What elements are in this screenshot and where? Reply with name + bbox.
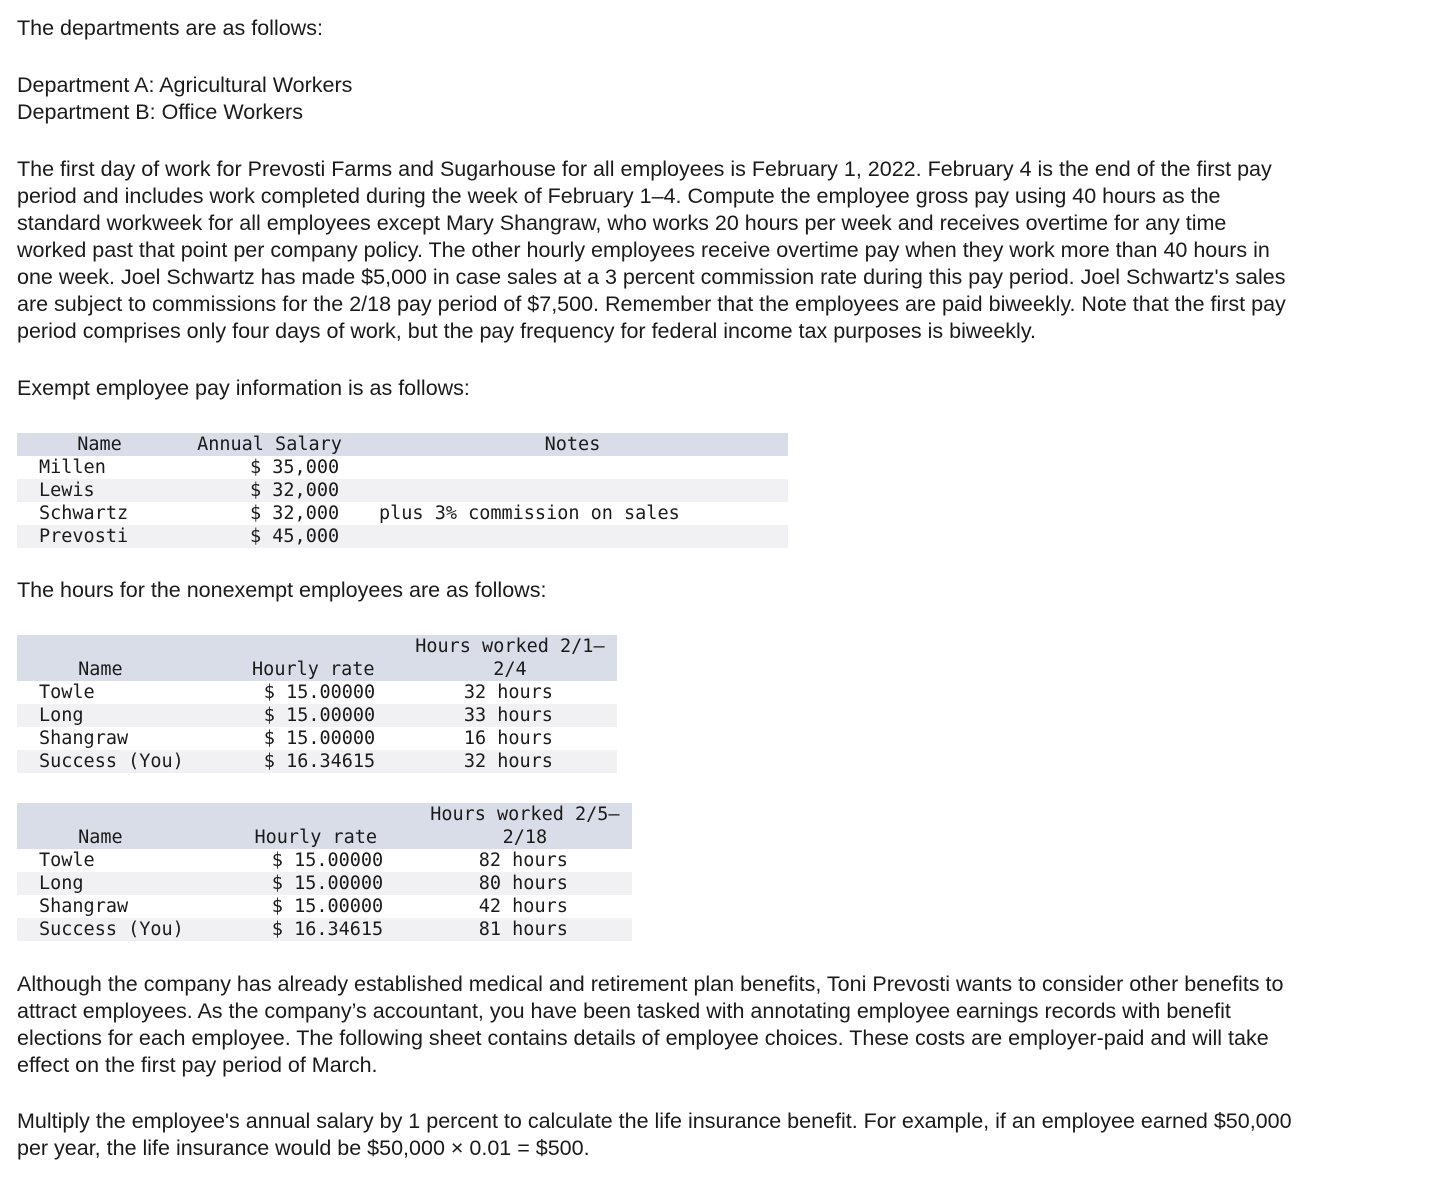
paragraph-line: standard workweek for all employees except Mary Shangraw, who works 20 hours per week and receives overtime for any time <box>17 211 1227 235</box>
hours-worked: 32 hours <box>463 682 553 703</box>
hourly-rate: $ 16.34615 <box>184 750 403 773</box>
table-row <box>17 502 788 525</box>
table-row <box>17 849 632 872</box>
paragraph-line: attract employees. As the company’s accountant, you have been tasked with annotating employee earnings records with benefit <box>17 999 1231 1023</box>
employee-name: Success (You) <box>17 750 184 773</box>
employee-name: Towle <box>39 682 95 703</box>
paragraph-line: worked past that point per company policy. The other hourly employees receive overtime pay when they work more than 40 hours in <box>17 238 1270 262</box>
exempt-table <box>17 433 788 548</box>
header-hours-worked: Hours worked 2/1– <box>403 635 617 658</box>
employee-name: Prevosti <box>17 525 182 548</box>
hours-worked: 33 hours <box>403 704 617 727</box>
exempt-heading: Exempt employee pay information is as follows: <box>17 376 470 400</box>
hours-worked: 32 hours <box>403 750 617 773</box>
hours-table-period-2 <box>17 803 632 941</box>
paragraph-line: per year, the life insurance would be $50,000 × 0.01 = $500. <box>17 1136 590 1160</box>
paragraph-line: Multiply the employee's annual salary by 1 percent to calculate the life insurance benefit. For example, if an employee earned $50,000 <box>17 1109 1292 1133</box>
hours-table-period-1 <box>17 635 617 773</box>
hourly-rate: $ 15.00000 <box>263 728 376 749</box>
table-row <box>17 750 617 773</box>
paragraph-line: period comprises only four days of work, but the pay frequency for federal income tax purposes is biweekly. <box>17 319 1036 343</box>
header-hours-dates: 2/4 <box>403 658 617 681</box>
employee-name: Millen <box>39 457 106 478</box>
pay-period-paragraph <box>17 156 1417 345</box>
table-row <box>17 918 632 941</box>
paragraph-line: effect on the first pay period of March. <box>17 1053 378 1077</box>
notes <box>357 525 788 548</box>
employee-name: Long <box>17 872 184 895</box>
nonexempt-heading: The hours for the nonexempt employees are as follows: <box>17 578 547 602</box>
table-row <box>17 704 617 727</box>
paragraph-line: period and includes work completed during the week of February 1–4. Compute the employee gross pay using 40 hours as the <box>17 184 1221 208</box>
header-hourly-rate: Hourly rate <box>184 635 403 681</box>
hours-worked: 82 hours <box>478 850 568 871</box>
hourly-rate: $ 15.00000 <box>184 704 403 727</box>
notes <box>357 456 788 479</box>
table-row <box>17 895 632 918</box>
hours-worked: 81 hours <box>418 918 632 941</box>
annual-salary: $ 45,000 <box>182 525 357 548</box>
paragraph-line: The first day of work for Prevosti Farms and Sugarhouse for all employees is February 1, 2022. February 4 is the end of the first pay <box>17 157 1272 181</box>
header-hours-worked: Hours worked 2/5– <box>418 803 632 826</box>
header-hourly-rate: Hourly rate <box>184 803 418 849</box>
table-row <box>17 872 632 895</box>
department-a: Department A: Agricultural Workers <box>17 73 353 97</box>
header-hours-dates: 2/18 <box>418 826 632 849</box>
hourly-rate: $ 15.00000 <box>184 872 418 895</box>
table-row <box>17 456 788 479</box>
benefits-paragraph <box>17 971 1417 1079</box>
employee-name: Schwartz <box>39 503 129 524</box>
paragraph-line: Although the company has already established medical and retirement plan benefits, Toni Prevosti wants to consider other benefits to <box>17 972 1284 996</box>
employee-name: Shangraw <box>39 728 129 749</box>
notes: plus 3% commission on sales <box>379 503 680 524</box>
hours-header-row-1 <box>17 635 617 658</box>
employee-name: Shangraw <box>39 896 129 917</box>
paragraph-line: elections for each employee. The following sheet contains details of employee choices. These costs are employer-paid and will take <box>17 1026 1269 1050</box>
header-name: Name <box>17 433 182 456</box>
department-b: Department B: Office Workers <box>17 100 303 124</box>
employee-name: Towle <box>39 850 95 871</box>
header-name: Name <box>17 635 184 681</box>
employee-name: Lewis <box>17 479 182 502</box>
hours-worked: 80 hours <box>418 872 632 895</box>
hours-worked: 16 hours <box>463 728 553 749</box>
hours-header-row-1 <box>17 803 632 826</box>
header-name: Name <box>17 803 184 849</box>
header-notes: Notes <box>357 433 788 456</box>
header-annual-salary: Annual Salary <box>182 433 357 456</box>
hourly-rate: $ 15.00000 <box>271 850 384 871</box>
paragraph-line: are subject to commissions for the 2/18 pay period of $7,500. Remember that the employees are paid biweekly. Note that the first pay <box>17 292 1286 316</box>
employee-name: Long <box>17 704 184 727</box>
annual-salary: $ 32,000 <box>182 479 357 502</box>
table-row <box>17 525 788 548</box>
table-row <box>17 479 788 502</box>
annual-salary: $ 35,000 <box>250 457 340 478</box>
exempt-header-row <box>17 433 788 456</box>
hourly-rate: $ 15.00000 <box>263 682 376 703</box>
life-insurance-paragraph <box>17 1108 1417 1162</box>
annual-salary: $ 32,000 <box>250 503 340 524</box>
notes <box>357 479 788 502</box>
departments-heading: The departments are as follows: <box>17 16 323 40</box>
table-row <box>17 681 617 704</box>
hours-worked: 42 hours <box>478 896 568 917</box>
hourly-rate: $ 15.00000 <box>271 896 384 917</box>
hourly-rate: $ 16.34615 <box>184 918 418 941</box>
table-row <box>17 727 617 750</box>
paragraph-line: one week. Joel Schwartz has made $5,000 in case sales at a 3 percent commission rate during this pay period. Joel Schwartz's sales <box>17 265 1286 289</box>
employee-name: Success (You) <box>17 918 184 941</box>
